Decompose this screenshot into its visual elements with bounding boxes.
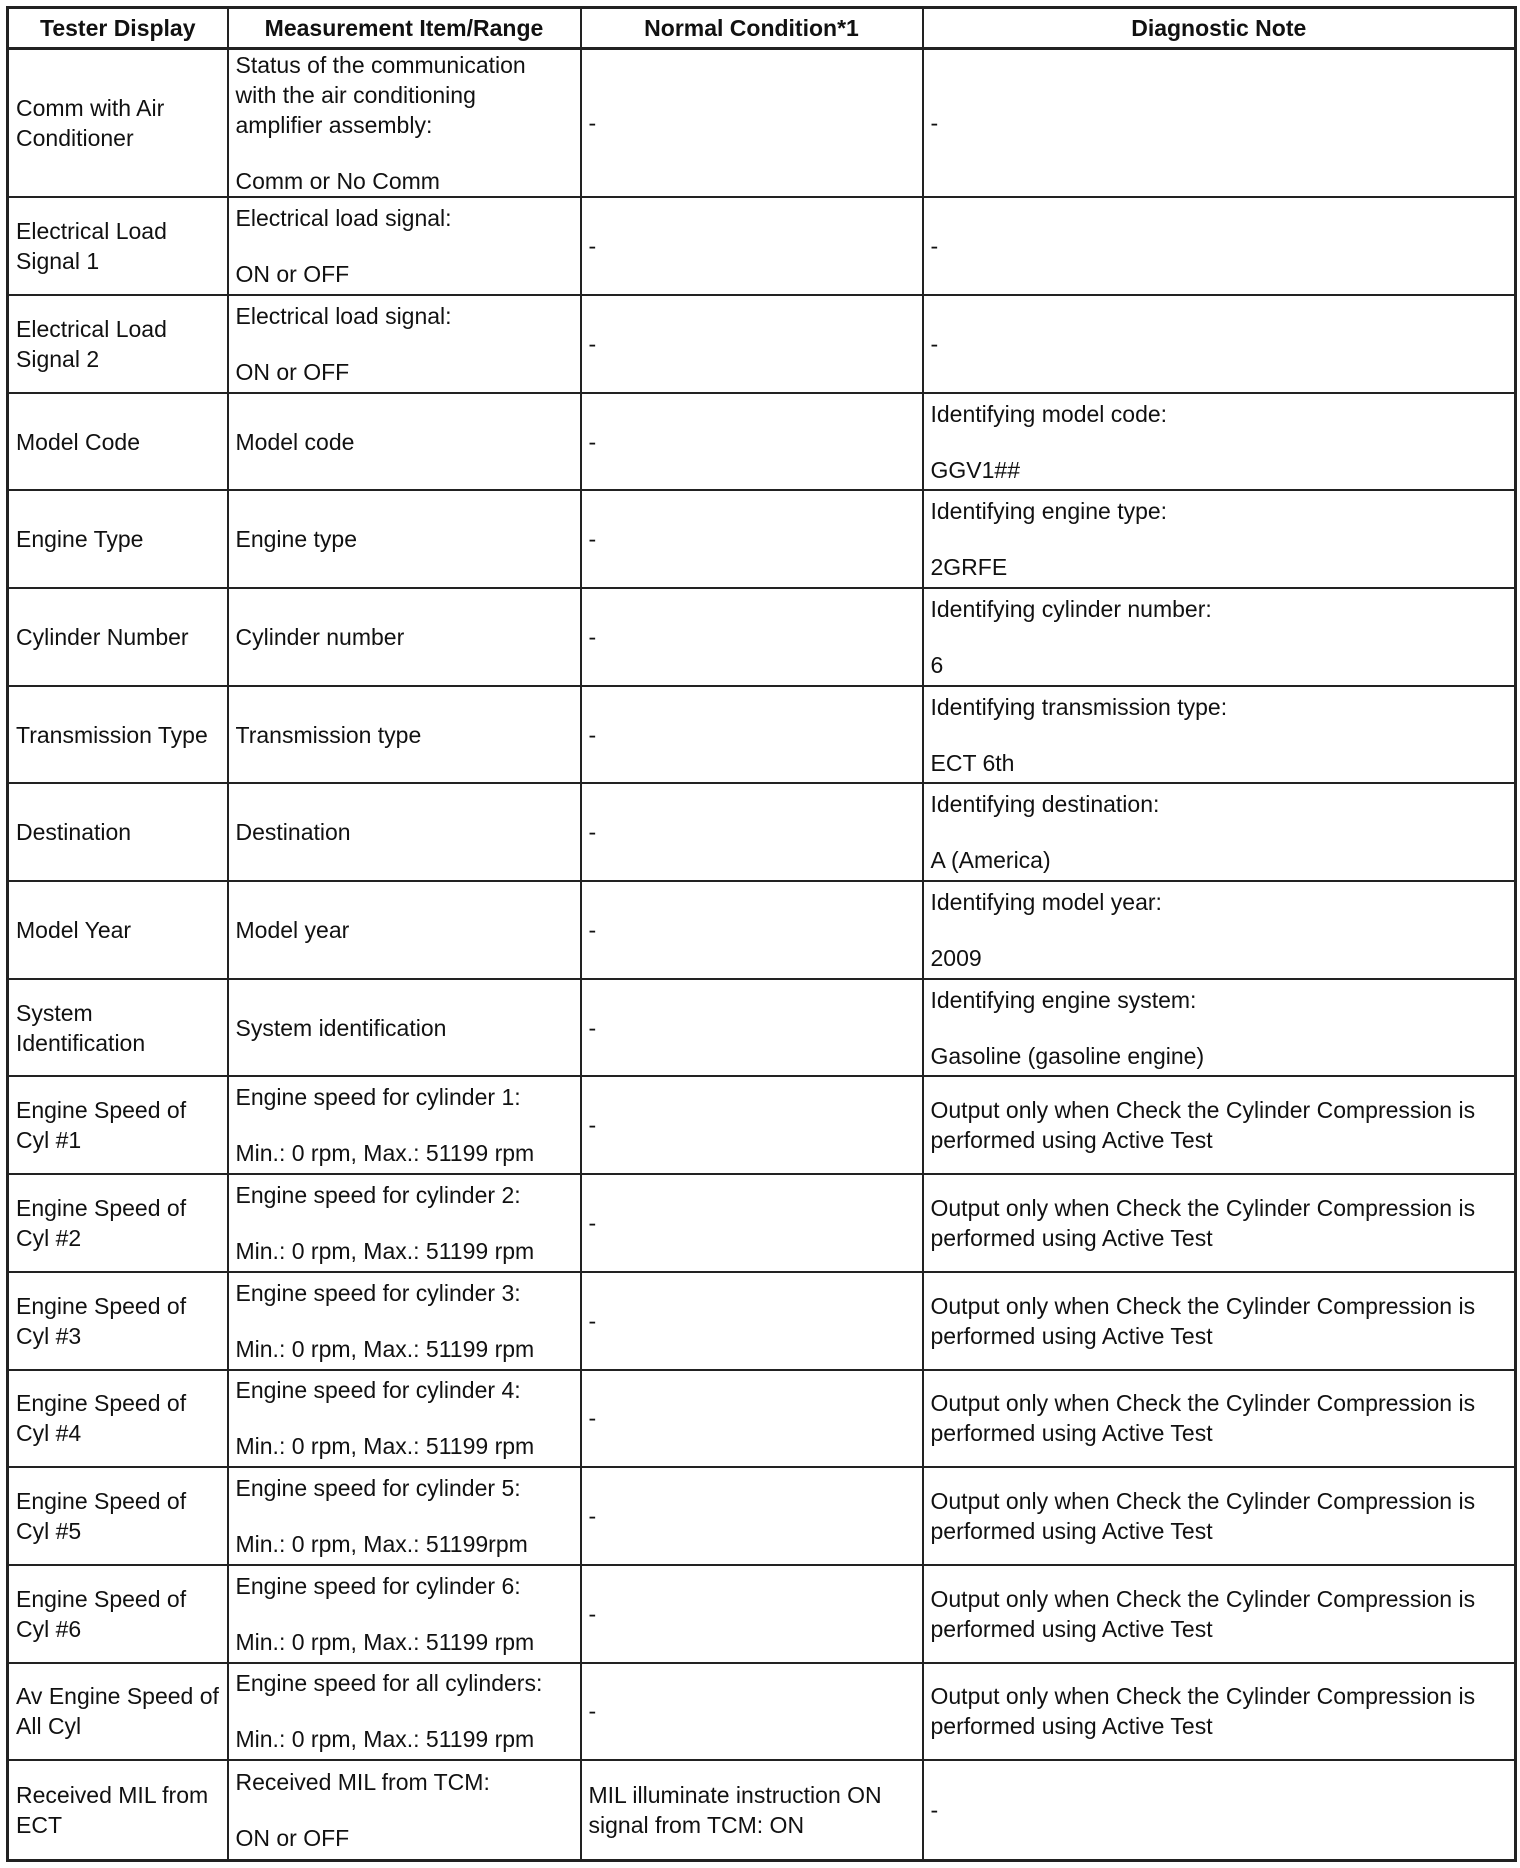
diagnostic-note-text: - [930, 1797, 939, 1824]
measurement-range: Min.: 0 rpm, Max.: 51199 rpm [235, 1238, 535, 1264]
tester-display-text: Cylinder Number [16, 623, 189, 650]
cell-diagnostic-note [923, 1565, 1516, 1663]
cell-diagnostic-note [923, 881, 1516, 979]
cell-measurement-item [228, 490, 581, 588]
table-row [8, 588, 1516, 686]
table-row [8, 979, 1516, 1077]
cell-tester-display [8, 686, 228, 784]
table-row [8, 49, 1516, 198]
normal-condition-text: - [588, 233, 597, 260]
measurement-item: Model code [235, 428, 355, 455]
cell-normal-condition [581, 1565, 923, 1663]
cell-normal-condition [581, 1272, 923, 1370]
diagnostic-note-text: Output only when Check the Cylinder Compression is performed using Active Test [930, 1488, 1476, 1545]
cell-normal-condition [581, 393, 923, 491]
diagnostic-note-label: Identifying engine system: [930, 986, 1197, 1013]
cell-measurement-item [228, 1760, 581, 1860]
cell-diagnostic-note [923, 1076, 1516, 1174]
cell-measurement-item [228, 1174, 581, 1272]
cell-measurement-item [228, 295, 581, 393]
measurement-item: Engine type [235, 526, 357, 553]
cell-diagnostic-note [923, 686, 1516, 784]
measurement-range: Min.: 0 rpm, Max.: 51199 rpm [235, 1140, 535, 1167]
cell-diagnostic-note [923, 49, 1516, 198]
cell-measurement-item [228, 1076, 581, 1174]
normal-condition-text: - [588, 1210, 597, 1236]
table-row [8, 1076, 1516, 1174]
measurement-item: Electrical load signal: [235, 205, 452, 232]
cell-tester-display [8, 1467, 228, 1565]
measurement-item: Engine speed for cylinder 5: [235, 1475, 521, 1502]
normal-condition-text: - [588, 916, 597, 943]
diagnostic-note-label: Identifying destination: [930, 791, 1160, 818]
measurement-item: Engine speed for cylinder 6: [235, 1572, 521, 1599]
diagnostic-note-text: Output only when Check the Cylinder Compression is performed using Active Test [930, 1195, 1476, 1251]
normal-condition-text: - [588, 110, 597, 137]
diagnostic-note-text: - [930, 110, 939, 137]
cell-normal-condition [581, 686, 923, 784]
measurement-item: System identification [235, 1014, 447, 1041]
tester-display-text: Electrical Load Signal 1 [16, 218, 167, 275]
diagnostic-note-text: Output only when Check the Cylinder Compression is performed using Active Test [930, 1292, 1476, 1349]
measurement-range: Min.: 0 rpm, Max.: 51199 rpm [235, 1628, 535, 1655]
cell-tester-display [8, 588, 228, 686]
cell-normal-condition [581, 1370, 923, 1468]
cell-tester-display [8, 197, 228, 295]
cell-diagnostic-note [923, 979, 1516, 1077]
normal-condition-text: - [588, 1600, 597, 1627]
table-row [8, 1663, 1516, 1761]
cell-tester-display [8, 490, 228, 588]
cell-tester-display [8, 783, 228, 881]
normal-condition-text: - [588, 1014, 597, 1041]
cell-measurement-item [228, 686, 581, 784]
normal-condition-text: MIL illuminate instruction ON signal from TCM: ON [588, 1782, 882, 1839]
table-row [8, 1760, 1516, 1860]
cell-measurement-item [228, 197, 581, 295]
table-row [8, 1370, 1516, 1468]
cell-diagnostic-note [923, 1370, 1516, 1468]
cell-diagnostic-note [923, 490, 1516, 588]
table-row [8, 393, 1516, 491]
cell-measurement-item [228, 1565, 581, 1663]
measurement-item: Destination [235, 819, 351, 846]
measurement-range: ON or OFF [235, 358, 350, 385]
cell-normal-condition [581, 979, 923, 1077]
cell-tester-display [8, 1076, 228, 1174]
diagnostic-note-text: Output only when Check the Cylinder Compression is performed using Active Test [930, 1585, 1476, 1642]
table-body [8, 49, 1516, 1861]
data-list-table [6, 6, 1517, 1862]
cell-measurement-item [228, 979, 581, 1077]
header-tester-display: Tester Display [8, 8, 228, 49]
diagnostic-note-label: Identifying transmission type: [930, 693, 1228, 720]
normal-condition-text: - [588, 1405, 597, 1432]
header-normal-condition: Normal Condition*1 [581, 8, 923, 49]
measurement-range: Min.: 0 rpm, Max.: 51199rpm [235, 1531, 528, 1558]
cell-diagnostic-note [923, 1174, 1516, 1272]
measurement-range: Min.: 0 rpm, Max.: 51199 rpm [235, 1335, 535, 1362]
cell-diagnostic-note [923, 1760, 1516, 1860]
cell-diagnostic-note [923, 197, 1516, 295]
cell-tester-display [8, 1760, 228, 1860]
diagnostic-note-value: ECT 6th [930, 749, 1015, 776]
measurement-item: Received MIL from TCM: [235, 1769, 490, 1796]
normal-condition-text: - [588, 623, 597, 650]
normal-condition-text: - [588, 1307, 597, 1334]
cell-normal-condition [581, 1663, 923, 1761]
cell-normal-condition [581, 490, 923, 588]
diagnostic-note-value: 2GRFE [930, 554, 1008, 581]
measurement-range: ON or OFF [235, 261, 350, 288]
cell-normal-condition [581, 1760, 923, 1860]
normal-condition-text: - [588, 428, 597, 455]
tester-display-text: Engine Speed of Cyl #3 [16, 1292, 187, 1349]
table-row [8, 686, 1516, 784]
cell-diagnostic-note [923, 588, 1516, 686]
cell-measurement-item [228, 588, 581, 686]
measurement-item: Engine speed for cylinder 2: [235, 1182, 521, 1208]
measurement-line: amplifier assembly: [235, 112, 433, 139]
cell-tester-display [8, 49, 228, 198]
table-row [8, 1272, 1516, 1370]
tester-display-text: Av Engine Speed of All Cyl [16, 1683, 219, 1740]
table-row [8, 1174, 1516, 1272]
tester-display-text: Comm with Air Conditioner [16, 95, 165, 152]
diagnostic-note-text: Output only when Check the Cylinder Compression is performed using Active Test [930, 1683, 1476, 1740]
tester-display-text: Model Year [16, 916, 132, 943]
table-row [8, 490, 1516, 588]
normal-condition-text: - [588, 1503, 597, 1530]
cell-tester-display [8, 1272, 228, 1370]
diagnostic-note-text: - [930, 233, 939, 260]
cell-normal-condition [581, 197, 923, 295]
tester-display-text: System Identification [16, 999, 146, 1056]
measurement-item: Electrical load signal: [235, 302, 452, 329]
tester-display-text: Electrical Load Signal 2 [16, 315, 167, 372]
cell-tester-display [8, 1174, 228, 1272]
diagnostic-note-text: Output only when Check the Cylinder Compression is performed using Active Test [930, 1097, 1476, 1154]
cell-diagnostic-note [923, 393, 1516, 491]
normal-condition-text: - [588, 721, 597, 748]
cell-measurement-item [228, 393, 581, 491]
normal-condition-text: - [588, 819, 597, 846]
diagnostic-note-value: A (America) [930, 847, 1051, 874]
measurement-item: Engine speed for cylinder 1: [235, 1084, 521, 1111]
diagnostic-note-text: Output only when Check the Cylinder Compression is performed using Active Test [930, 1390, 1476, 1447]
measurement-line: Status of the communication [235, 52, 526, 79]
tester-display-text: Engine Speed of Cyl #5 [16, 1488, 187, 1545]
cell-normal-condition [581, 881, 923, 979]
diagnostic-note-label: Identifying model year: [930, 888, 1162, 915]
header-measurement-item: Measurement Item/Range [228, 8, 581, 49]
table-row [8, 197, 1516, 295]
table-row [8, 295, 1516, 393]
cell-diagnostic-note [923, 295, 1516, 393]
measurement-range: Comm or No Comm [235, 168, 440, 195]
cell-diagnostic-note [923, 1272, 1516, 1370]
cell-tester-display [8, 295, 228, 393]
diagnostic-note-value: GGV1## [930, 456, 1020, 483]
cell-normal-condition [581, 783, 923, 881]
tester-display-text: Transmission Type [16, 721, 208, 748]
cell-tester-display [8, 979, 228, 1077]
cell-normal-condition [581, 1076, 923, 1174]
table-header [8, 8, 1516, 49]
tester-display-text: Model Code [16, 428, 141, 455]
cell-normal-condition [581, 1467, 923, 1565]
measurement-line: with the air conditioning [235, 82, 476, 109]
cell-measurement-item [228, 1467, 581, 1565]
cell-measurement-item [228, 1272, 581, 1370]
cell-diagnostic-note [923, 783, 1516, 881]
cell-tester-display [8, 393, 228, 491]
normal-condition-text: - [588, 1112, 597, 1139]
tester-display-text: Engine Speed of Cyl #1 [16, 1097, 187, 1154]
cell-tester-display [8, 881, 228, 979]
measurement-item: Engine speed for cylinder 4: [235, 1377, 521, 1404]
cell-measurement-item [228, 1663, 581, 1761]
cell-measurement-item [228, 881, 581, 979]
cell-normal-condition [581, 295, 923, 393]
diagnostic-note-label: Identifying model code: [930, 400, 1168, 427]
diagnostic-note-value: Gasoline (gasoline engine) [930, 1042, 1205, 1069]
measurement-range: Min.: 0 rpm, Max.: 51199 rpm [235, 1433, 535, 1460]
normal-condition-text: - [588, 1698, 597, 1725]
cell-normal-condition [581, 49, 923, 198]
tester-display-text: Received MIL from ECT [16, 1782, 209, 1839]
diagnostic-note-text: - [930, 330, 939, 357]
measurement-item: Cylinder number [235, 623, 405, 650]
measurement-item: Engine speed for all cylinders: [235, 1670, 543, 1697]
tester-display-text: Engine Type [16, 526, 144, 553]
header-diagnostic-note: Diagnostic Note [923, 8, 1516, 49]
measurement-range: Min.: 0 rpm, Max.: 51199 rpm [235, 1726, 535, 1753]
cell-tester-display [8, 1663, 228, 1761]
tester-display-text: Destination [16, 819, 132, 846]
table-row [8, 881, 1516, 979]
table-row [8, 1467, 1516, 1565]
cell-tester-display [8, 1565, 228, 1663]
tester-display-text: Engine Speed of Cyl #2 [16, 1195, 187, 1251]
cell-diagnostic-note [923, 1663, 1516, 1761]
table-row [8, 783, 1516, 881]
table-row [8, 1565, 1516, 1663]
measurement-item: Model year [235, 916, 350, 943]
cell-measurement-item [228, 49, 581, 198]
cell-measurement-item [228, 783, 581, 881]
normal-condition-text: - [588, 526, 597, 553]
measurement-range: ON or OFF [235, 1825, 350, 1852]
diagnostic-note-value: 6 [930, 651, 944, 678]
cell-normal-condition [581, 588, 923, 686]
diagnostic-note-label: Identifying cylinder number: [930, 595, 1212, 622]
normal-condition-text: - [588, 330, 597, 357]
tester-display-text: Engine Speed of Cyl #6 [16, 1585, 187, 1642]
cell-tester-display [8, 1370, 228, 1468]
cell-measurement-item [228, 1370, 581, 1468]
header-row [8, 8, 1516, 49]
diagnostic-note-label: Identifying engine type: [930, 498, 1168, 525]
measurement-item: Transmission type [235, 721, 422, 748]
diagnostic-note-value: 2009 [930, 944, 982, 971]
tester-display-text: Engine Speed of Cyl #4 [16, 1390, 187, 1447]
measurement-item: Engine speed for cylinder 3: [235, 1279, 521, 1306]
cell-normal-condition [581, 1174, 923, 1272]
cell-diagnostic-note [923, 1467, 1516, 1565]
